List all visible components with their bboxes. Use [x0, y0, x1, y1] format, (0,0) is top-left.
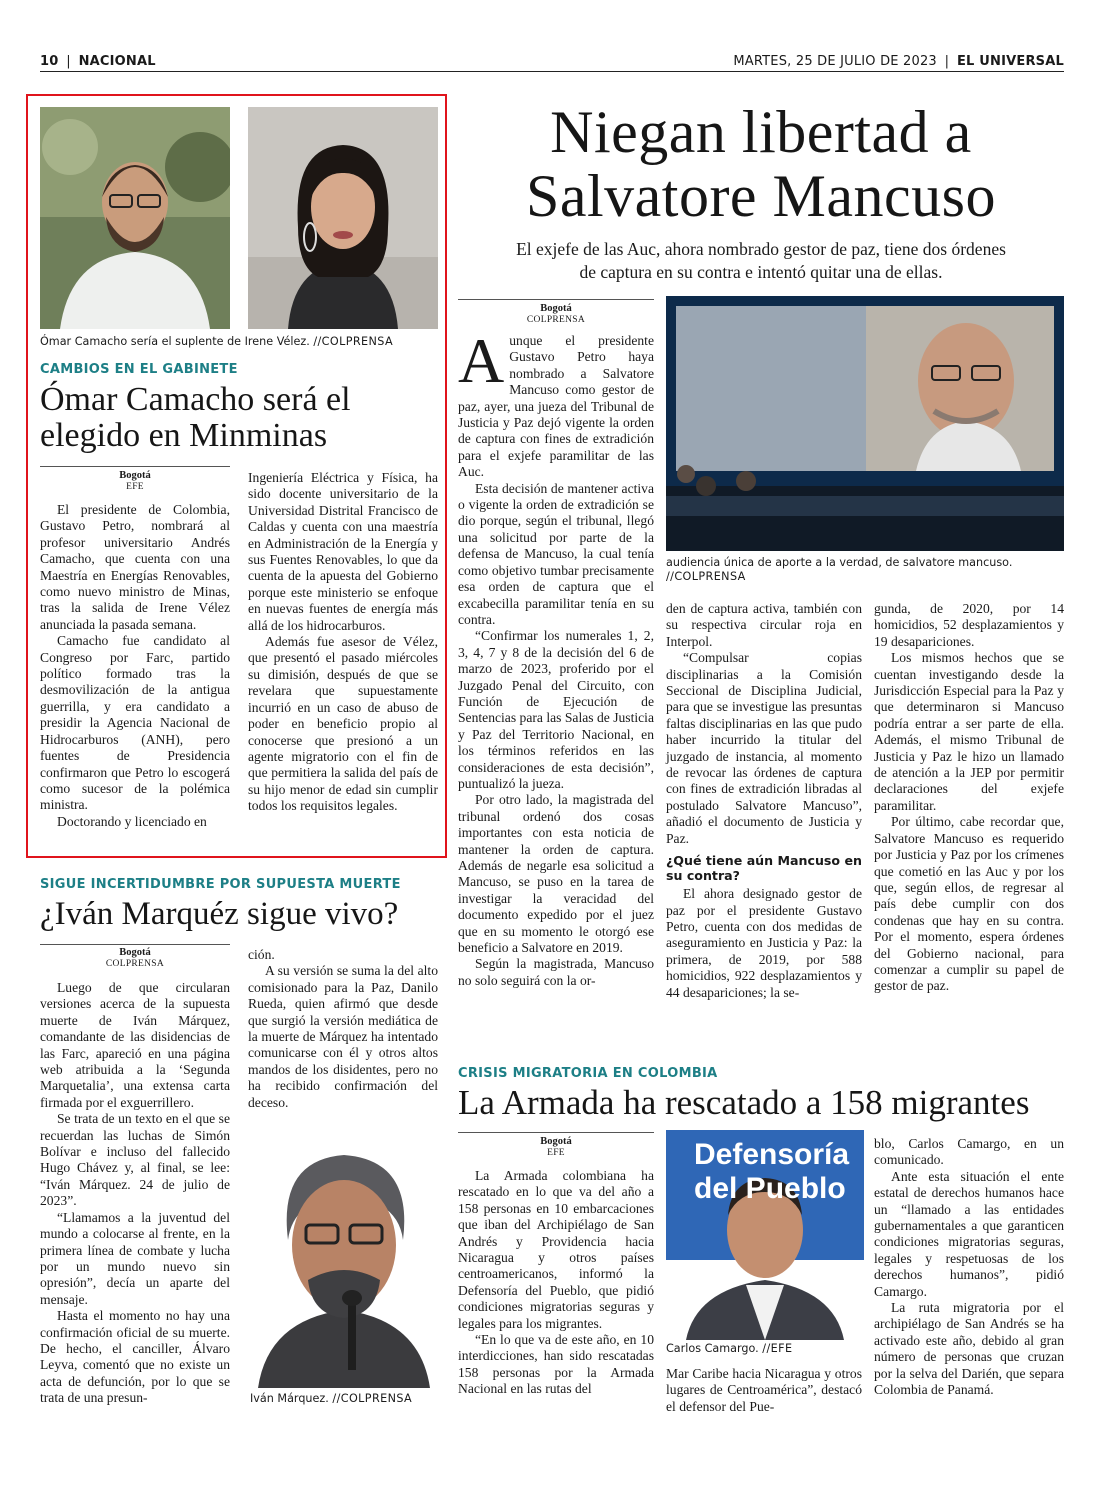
photo-sign-line2: del Pueblo	[694, 1172, 846, 1205]
headline-mancuso-line2: Salvatore Mancuso	[525, 163, 997, 229]
paragraph-text: unque el presidente Gustavo Petro haya nombrado a Salvatore Mancuso como gestor de paz, ayer, una jueza del Tribunal de Justicia y Paz dejó vigente la orden de captura con fines de extradición para el exjefe paramilitar de las Auc.	[458, 333, 654, 480]
caption-mancuso-credit: //COLPRENSA	[666, 570, 746, 583]
paragraph: Por otro lado, la magistrada del tribunal ordenó dos cosas importantes con esta noticia de mantener la orden de captura. Además de negarle esa solicitud a Mancuso, se puso en la tarea de investigar la veracidad del documento expedido por el juez que en su momento le otorgó ese beneficio a Salvatore en 2019.	[458, 792, 654, 956]
paragraph: Doctorando y licenciado en	[57, 813, 207, 829]
byline-mancuso-place: Bogotá	[540, 303, 572, 314]
photo-sign-line1: Defensoría	[694, 1138, 850, 1171]
armada-column-3	[874, 1136, 1064, 1399]
paper-name: EL UNIVERSAL	[956, 54, 1064, 69]
byline-armada-place: Bogotá	[540, 1136, 572, 1147]
subhead-mancuso: ¿Qué tiene aún Mancuso en su contra?	[666, 853, 862, 884]
caption-camargo-credit: //EFE	[762, 1342, 793, 1355]
photo-irene-velez	[248, 107, 438, 329]
headline-ivan-marquez: ¿Iván Marquéz sigue vivo?	[40, 896, 399, 932]
marquez-column-2	[248, 947, 438, 1111]
paragraph: Ante esta situación el ente estatal de derechos humanos hace un “llamado a las entidades gubernamentales a que garanticen condiciones migratorias seguras, legales y respetuosas de los derechos humanos”, pidió Camargo.	[874, 1168, 1064, 1299]
paragraph: Por último, cabe recordar que, Salvatore Mancuso es requerido por Justicia y Paz por los crímenes que cometió en las Auc y por los que, según ellos, de regresar al país debe cumplir con dos condenas que hay en su contra. Por el momento, espera órdenes del Gobierno nacional, para comenzar a cumplir su papel de gestor de paz.	[874, 814, 1064, 994]
dropcap: A	[458, 325, 505, 396]
caption-mancuso-text: audiencia única de aporte a la verdad, de salvatore mancuso.	[666, 556, 1013, 569]
headline-armada: La Armada ha rescatado a 158 migrantes	[458, 1083, 1030, 1122]
caption-camacho	[40, 335, 440, 349]
kicker-gabinete: CAMBIOS EN EL GABINETE	[40, 362, 238, 377]
paragraph: Según la magistrada, Mancuso no solo seguirá con la or-	[458, 956, 654, 988]
headline-camacho-line1: Ómar Camacho será el	[40, 381, 351, 418]
section-name: NACIONAL	[78, 54, 156, 69]
paragraph: Esta decisión de mantener activa o vigente la orden de extradición se dio porque, según el tribunal, llegó una solicitud por parte de la defensa de Mancuso, la cual tenía como objetivo tumbar precisamente esa orden de captura que el excabecilla paramilitar tenía en su contra.	[458, 480, 654, 627]
deck-mancuso	[458, 238, 1064, 284]
paragraph: “Compulsar copias disciplinarias a la Comisión Seccional de Disciplina Judicial, para que se investigue las presuntas faltas disciplinarias en las que pudo haber incurrido la titular del juzgado de instancia, al momento de revocar las órdenes de captura con fines de extradición libradas al postulado Salvatore Mancuso”, añadió el documento de Justicia y Paz.	[666, 650, 862, 846]
byline-camacho-agency: EFE	[126, 482, 144, 492]
paragraph	[458, 325, 654, 481]
deck-mancuso-line1: El exjefe de las Auc, ahora nombrado gestor de paz, tiene dos órdenes	[516, 239, 1006, 259]
headline-mancuso-line1: Niegan libertad a	[550, 99, 972, 165]
paragraph: Se trata de un texto en el que se recuerdan las luchas de Simón Bolívar e incluso del fallecido Hugo Chávez y, al final, se lee: “Iván Márquez. 24 de julio de 2023”.	[40, 1111, 230, 1209]
mancuso-column-1	[458, 325, 654, 989]
byline-camacho-place: Bogotá	[119, 470, 151, 481]
paragraph: gunda, de 2020, por 14 homicidios, 52 desplazamientos y 19 desapariciones.	[874, 601, 1064, 649]
caption-camacho-credit: //COLPRENSA	[313, 335, 394, 348]
paragraph: La ruta migratoria por el archipiélago de San Andrés se ha activado este año, debido al gran número de personas que cruzan por la selva del Darién, que separa Colombia de Panamá.	[874, 1300, 1064, 1398]
deck-mancuso-line2: de captura en su contra e intentó quitar una de ellas.	[579, 262, 943, 282]
paragraph: Hasta el momento no hay una confirmación oficial de su muerte. De hecho, el canciller, Álvaro Leyva, comentó que no existe un acta de defunción, por lo que se trata de una presun-	[40, 1308, 230, 1406]
paragraph: Además fue asesor de Vélez, que presentó el pasado miércoles su dimisión, después de que se revelara que supuestamente incurrió en un caso de abuso de poder en beneficio propio al conocerse que presionó a un agente migratorio con el fin de que permitiera la salida del país de su hijo menor de edad sin cumplir todos los requisitos legales.	[248, 634, 438, 814]
armada-column-2	[666, 1366, 862, 1415]
byline-armada	[458, 1136, 654, 1159]
caption-marquez-credit: //COLPRENSA	[332, 1392, 413, 1405]
paragraph: Ingeniería Eléctrica y Física, ha sido docente universitario de la Universidad Distrital Francisco de Caldas y cuenta con una maestría en Administración de la Energía y sus Fuentes Renovables, lo que da cuenta de la apuesta del Gobierno porque este ministerio se enfoque en nuevas fuentes de energía más allá de los hidrocarburos.	[248, 470, 438, 633]
page-header-left: 10 | NACIONAL	[40, 54, 156, 69]
camacho-column-2	[248, 470, 438, 815]
photo-mancuso-hearing	[666, 296, 1064, 551]
caption-camargo	[666, 1342, 792, 1356]
headline-mancuso	[458, 100, 1064, 228]
byline-armada-agency: EFE	[547, 1148, 565, 1158]
caption-camacho-text: Ómar Camacho sería el suplente de Irene Vélez.	[40, 335, 310, 348]
byline-mancuso	[458, 303, 654, 326]
paragraph: ción.	[248, 947, 275, 962]
mancuso-column-2	[666, 601, 862, 1001]
byline-marquez-place: Bogotá	[119, 947, 151, 958]
caption-camargo-text: Carlos Camargo.	[666, 1342, 759, 1355]
paragraph: Luego de que circularan versiones acerca de la supuesta muerte de Iván Márquez, comandante de las disidencias de las Farc, apareció en una página web atribuida a la ‘Segunda Marquetalia’, una extensa carta firmada por el exguerrillero.	[40, 980, 230, 1110]
byline-marquez-agency: COLPRENSA	[105, 959, 165, 969]
paragraph: A su versión se suma la del alto comisionado para la Paz, Danilo Rueda, quien afirmó que desde que surgió la versión mediática de la muerte de Márquez ha intentado comunicarse con él y otros altos mandos de los disidentes, pero no ha recibido confirmación del deceso.	[248, 963, 438, 1110]
paragraph: den de captura activa, también con su respectiva circular roja en Interpol.	[666, 601, 862, 649]
paragraph: blo, Carlos Camargo, en un comunicado.	[874, 1136, 1064, 1168]
paragraph: “Llamamos a la juventud del mundo a colocarse al frente, en la primera línea de combate y lucha por un mundo nuevo sin opresión”, decía un aparte del mensaje.	[40, 1209, 230, 1307]
byline-rule-armada	[458, 1132, 654, 1133]
page-number: 10	[40, 54, 59, 69]
photo-omar-camacho	[40, 107, 230, 329]
headline-camacho	[40, 382, 351, 454]
photo-ivan-marquez	[248, 1130, 440, 1388]
caption-mancuso	[666, 556, 1064, 584]
photo-carlos-camargo	[666, 1130, 864, 1340]
header-rule	[40, 71, 1064, 72]
mancuso-column-3	[874, 601, 1064, 995]
paragraph: Los mismos hechos que se cuentan investigando desde la Jurisdicción Especial para la Paz y que determinaron si Mancuso podría entrar a ser parte de ella. Además, el mismo Tribunal de Justicia y Paz le hizo un llamado de atención a la JEP por permitir declaraciones del exjefe paramilitar.	[874, 650, 1064, 813]
paragraph: Camacho fue candidato al Congreso por Farc, partido político formado tras la desmovilización de la antigua guerrilla, y era candidato a presidir la Agencia Nacional de Hidrocarburos (ANH), pero fuentes de Presidencia confirmaron que Petro lo escogerá como sucesor de la polémica ministra.	[40, 633, 230, 813]
issue-date: MARTES, 25 DE JULIO DE 2023	[733, 54, 937, 69]
headline-camacho-line2: elegido en Minminas	[40, 417, 328, 454]
paragraph: “En lo que va de este año, en 10 interdicciones, han sido rescatadas 158 personas por la Armada Nacional en las rutas del	[458, 1332, 654, 1397]
caption-marquez-text: Iván Márquez.	[250, 1392, 329, 1405]
byline-rule-mancuso	[458, 299, 654, 300]
paragraph: “Confirmar los numerales 1, 2, 3, 4, 7 y 8 de la decisión del 6 de marzo de 2023, proferido por el Juzgado Penal del Circuito, con Función de Ejecución de Sentencias para las Salas de Justicia y Paz del Territorio Nacional, en los términos referidos en las consideraciones de esta decisión”, puntualizó la jueza.	[458, 628, 654, 791]
photo-sign-text	[694, 1138, 849, 1206]
marquez-column-1	[40, 980, 230, 1407]
paragraph: La Armada colombiana ha rescatado en lo que va del año a 158 personas en 10 embarcaciones que iban del Archipiélago de San Andrés y Providencia hacia Nicaragua y otros países centroamericanos, informó la Defensoría del Pueblo, que pidió condiciones migratorias seguras y legales para los migrantes.	[458, 1168, 654, 1331]
page-header-right: MARTES, 25 DE JULIO DE 2023 | EL UNIVERSAL	[733, 54, 1064, 69]
kicker-crisis-migratoria: CRISIS MIGRATORIA EN COLOMBIA	[458, 1066, 718, 1081]
caption-marquez	[250, 1392, 412, 1406]
byline-camacho	[40, 470, 230, 493]
byline-mancuso-agency: COLPRENSA	[526, 315, 586, 325]
byline-marquez	[40, 947, 230, 970]
camacho-column-1	[40, 502, 230, 830]
kicker-incertidumbre: SIGUE INCERTIDUMBRE POR SUPUESTA MUERTE	[40, 877, 401, 892]
byline-rule-marquez	[40, 944, 230, 945]
paragraph: El ahora designado gestor de paz por el presidente Gustavo Petro, cuenta con dos medidas de aseguramiento en Justicia y Paz: la primera, de 2019, por 588 homicidios, 922 desplazamientos y 44 desapariciones; la se-	[666, 886, 862, 1000]
armada-column-1	[458, 1168, 654, 1398]
paragraph: Mar Caribe hacia Nicaragua y otros lugares de Centroamérica”, destacó el defensor del Pue-	[666, 1366, 862, 1414]
byline-rule-camacho	[40, 466, 230, 467]
paragraph: El presidente de Colombia, Gustavo Petro, nombrará al profesor universitario Andrés Camacho, que cuenta con una Maestría en Energías Renovables, como nuevo ministro de Minas, tras la salida de Irene Vélez anunciada la pasada semana.	[40, 502, 230, 632]
